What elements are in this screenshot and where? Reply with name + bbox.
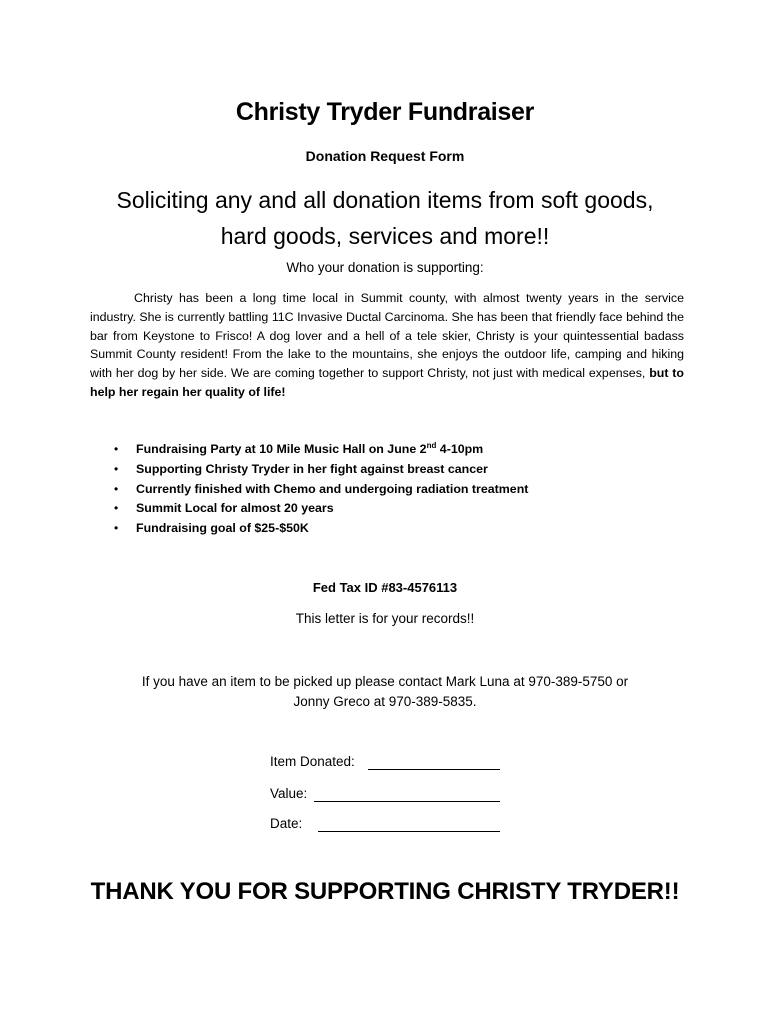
form-subtitle: Donation Request Form: [305, 148, 465, 164]
date-input-line[interactable]: [318, 831, 500, 832]
who-heading: Who your donation is supporting:: [286, 260, 484, 275]
bullet-icon: •: [114, 461, 119, 476]
item-donated-field: [270, 754, 355, 769]
bullet-icon: •: [114, 521, 119, 536]
bullet-icon: •: [114, 501, 119, 516]
solicit-line-1: Soliciting any and all donation items from soft goods,: [116, 187, 654, 213]
body-text: Christy has been a long time local in Summit county, with almost twenty years in the service industry. She is currently battling 11C Invasive Ductal Carcinoma. She has been that friendly face behind the bar from Keystone to Frisco! A dog lover and a hell of a tele skier, Christy is your quintessential badass Summit County resident! From the lake to the mountains, she enjoys the outdoor life, camping and hiking with her dog by her side. We are coming together to support Christy, not just with medical expenses,: [90, 291, 684, 381]
records-note: This letter is for your records!!: [295, 611, 475, 626]
date-field: [270, 816, 302, 831]
value-label: Value:: [270, 786, 308, 801]
contact-line-1: If you have an item to be picked up please contact Mark Luna at 970-389-5750 or: [141, 674, 629, 689]
thank-you-banner: THANK YOU FOR SUPPORTING CHRISTY TRYDER!!: [90, 878, 680, 905]
body-paragraph: [90, 289, 684, 402]
solicit-heading: [0, 182, 770, 254]
list-item: • Summit Local for almost 20 years: [112, 499, 528, 519]
tax-id: Fed Tax ID #83-4576113: [312, 580, 458, 595]
list-item: • Fundraising goal of $25-$50K: [112, 519, 528, 539]
date-label: Date:: [270, 816, 303, 831]
value-input-line[interactable]: [314, 801, 500, 802]
contact-info: [0, 672, 770, 712]
value-field: [270, 786, 307, 801]
contact-line-2: Jonny Greco at 970-389-5835.: [293, 694, 477, 709]
list-item: • Currently finished with Chemo and undergoing radiation treatment: [112, 480, 528, 500]
body-bold-ending: but to help her regain her quality of life!: [90, 366, 684, 399]
list-item: • Supporting Christy Tryder in her fight against breast cancer: [112, 460, 528, 480]
page-title: Christy Tryder Fundraiser: [235, 98, 535, 126]
item-donated-label: Item Donated:: [270, 754, 355, 769]
highlights-list: [112, 440, 528, 539]
item-donated-input-line[interactable]: [368, 769, 500, 770]
bullet-icon: •: [114, 442, 119, 456]
bullet-icon: •: [114, 481, 119, 496]
list-item: • Fundraising Party at 10 Mile Music Hall on June 2nd 4-10pm: [112, 440, 528, 460]
solicit-line-2: hard goods, services and more!!: [220, 223, 550, 249]
